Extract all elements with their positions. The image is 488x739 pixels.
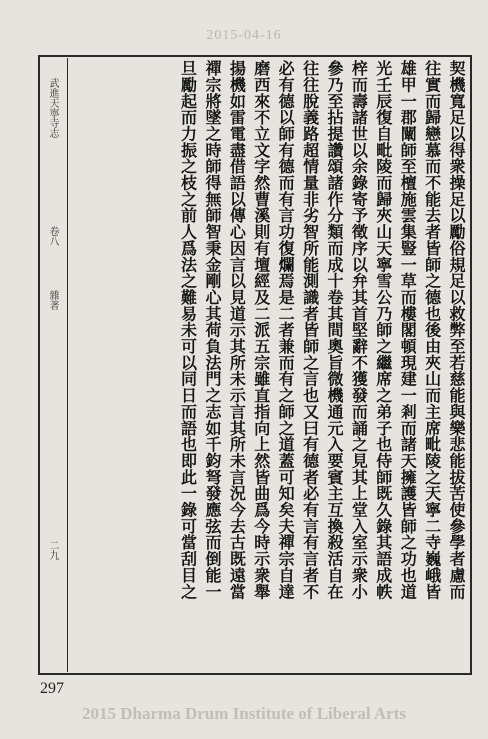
text-column: 揚機如雷電盡借語以傳心因言以見道示其所未示言其所未言況今去古既遠當 xyxy=(227,60,247,600)
body-text xyxy=(72,60,468,670)
text-column: 禪宗將墜之時師得無師智秉金剛心其荷負法門之志如千鈞弩發應弦而倒能一 xyxy=(202,60,222,600)
page-number: 297 xyxy=(40,680,64,697)
text-column: 參乃至拈提讚頌諸作分類而成十卷其間奧旨微機通元入要賓主互換殺活自在 xyxy=(324,60,344,600)
text-column: 必有德以師有德而有言功復爛焉是二者兼而有之師之道蓋可知矣夫禪宗自達 xyxy=(276,60,296,600)
text-column: 往往脫義路超情量非劣智所能測識者皆師之言也又曰有德者必有言有言者不 xyxy=(300,60,320,600)
text-column: 光壬辰復自毗陵而歸夾山天寧雪公乃師之繼席之弟子也侍師既久錄其語成帙 xyxy=(373,60,393,600)
text-column: 旦勵起而力振之枝之前人爲法之難易未可以同日而語也即此一錄可當刮目之 xyxy=(178,60,198,600)
text-column: 磨西來不立文字然曹溪則有壇經及二派五宗雖直指向上然皆曲爲今時示衆舉 xyxy=(251,60,271,600)
text-column: 契機寬足以得衆操足以勵俗規足以救弊至若慈能與樂悲能拔苦使參學者慮而 xyxy=(447,60,466,600)
margin-section: 雜著 xyxy=(47,290,58,310)
text-column: 往實而歸戀慕而不能去者皆師之德也後由夾山而主席毗陵之天寧二寺巍峨皆 xyxy=(422,60,442,600)
margin-column xyxy=(41,58,68,672)
scan-date-stamp: 2015-04-16 xyxy=(206,28,282,43)
text-column: 梓而壽諸世以余錄寄予徵序以弁其首堅辭不獲發而誦之見其上堂入室示衆小 xyxy=(349,60,369,600)
margin-leaf-number: 二九 xyxy=(47,540,58,560)
footer-watermark: 2015 Dharma Drum Institute of Liberal Arts xyxy=(82,704,406,723)
text-column: 雄甲一郡闡師至檀施雲集豎一草而樓閣頓現建一剎而諸天擁護皆師之功也道 xyxy=(398,60,418,600)
margin-volume: 卷八 xyxy=(47,226,58,246)
margin-book-title: 武進天寧寺志 xyxy=(47,78,58,138)
